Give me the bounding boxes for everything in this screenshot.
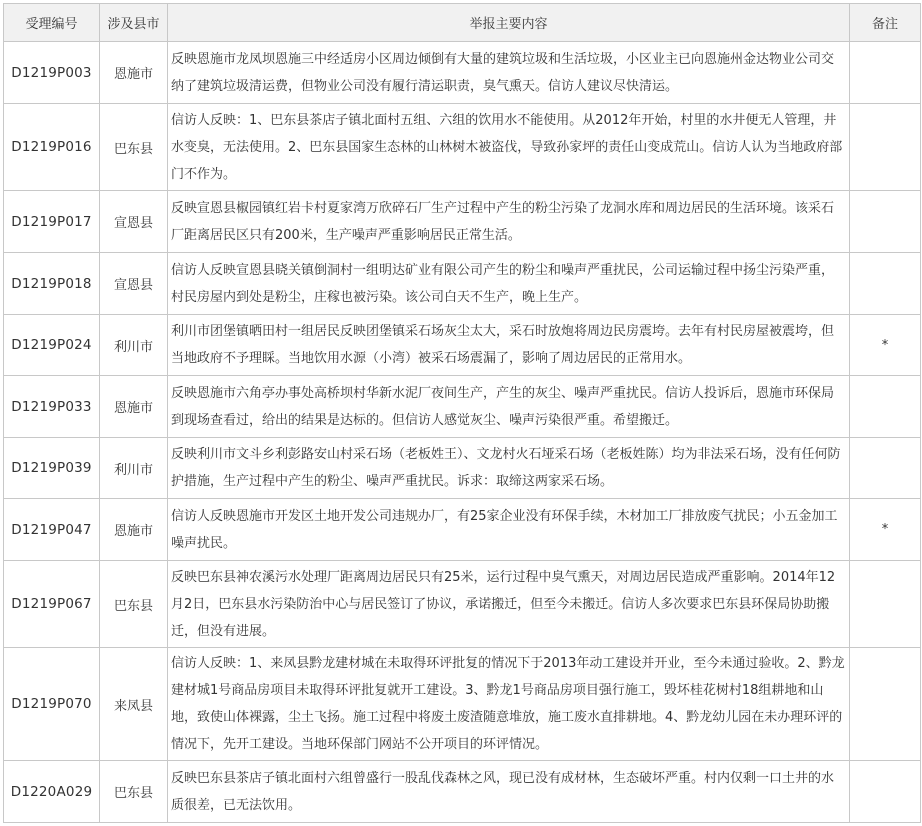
cell-content: 反映巴东县茶店子镇北面村六组曾盛行一股乱伐森林之风，现已没有成材林，生态破坏严重。村内仅剩一口土井的水质很差，已无法饮用。 bbox=[168, 761, 850, 823]
header-note: 备注 bbox=[850, 4, 921, 42]
cell-content: 信访人反映恩施市开发区土地开发公司违规办厂，有25家企业没有环保手续，木材加工厂排放废气扰民；小五金加工噪声扰民。 bbox=[168, 499, 850, 561]
table-row bbox=[4, 315, 921, 376]
cell-content: 信访人反映：1、来凤县黔龙建材城在未取得环评批复的情况下于2013年动工建设并开业，至今未通过验收。2、黔龙建材城1号商品房项目未取得环评批复就开工建设。3、黔龙1号商品房项目强行施工，毁坏桂花树村18组耕地和山地，致使山体裸露，尘土飞扬。施工过程中将废土废渣随意堆放，施工废水直排耕地。4、黔龙幼儿园在未办理环评的情况下，先开工建设。当地环保部门网站不公开项目的环评情况。 bbox=[168, 648, 850, 761]
cell-note: * bbox=[850, 499, 921, 561]
table-row bbox=[4, 42, 921, 104]
table-row bbox=[4, 104, 921, 191]
table-row bbox=[4, 761, 921, 823]
cell-id: D1219P067 bbox=[4, 561, 100, 648]
cell-note bbox=[850, 648, 921, 761]
cell-county: 恩施市 bbox=[100, 42, 168, 104]
table-row bbox=[4, 648, 921, 761]
cell-content: 利川市团堡镇晒田村一组居民反映团堡镇采石场灰尘太大，采石时放炮将周边民房震垮。去年有村民房屋被震垮，但当地政府不予理睬。当地饮用水源（小湾）被采石场震漏了，影响了周边居民的正常用水。 bbox=[168, 315, 850, 376]
table-header bbox=[4, 4, 921, 42]
cell-county: 巴东县 bbox=[100, 104, 168, 191]
header-content: 举报主要内容 bbox=[168, 4, 850, 42]
cell-id: D1219P047 bbox=[4, 499, 100, 561]
header-id: 受理编号 bbox=[4, 4, 100, 42]
table-row bbox=[4, 253, 921, 315]
cell-content: 反映宣恩县椒园镇红岩卡村夏家湾万欣碎石厂生产过程中产生的粉尘污染了龙洞水库和周边居民的生活环境。该采石厂距离居民区只有200米，生产噪声严重影响居民正常生活。 bbox=[168, 191, 850, 253]
cell-county: 巴东县 bbox=[100, 761, 168, 823]
cell-note: * bbox=[850, 315, 921, 376]
header-county: 涉及县市 bbox=[100, 4, 168, 42]
complaints-table bbox=[3, 3, 921, 823]
table-row bbox=[4, 376, 921, 438]
cell-content: 反映恩施市龙凤坝恩施三中经适房小区周边倾倒有大量的建筑垃圾和生活垃圾，小区业主已向恩施州金达物业公司交纳了建筑垃圾清运费，但物业公司没有履行清运职责，臭气熏天。信访人建议尽快清运。 bbox=[168, 42, 850, 104]
cell-content: 反映巴东县神农溪污水处理厂距离周边居民只有25米，运行过程中臭气熏天，对周边居民造成严重影响。2014年12月2日，巴东县水污染防治中心与居民签订了协议，承诺搬迁，但至今未搬迁。信访人多次要求巴东县环保局协助搬迁，但没有进展。 bbox=[168, 561, 850, 648]
table-row bbox=[4, 191, 921, 253]
cell-id: D1219P018 bbox=[4, 253, 100, 315]
cell-county: 利川市 bbox=[100, 438, 168, 499]
cell-id: D1219P016 bbox=[4, 104, 100, 191]
cell-county: 来凤县 bbox=[100, 648, 168, 761]
cell-county: 宣恩县 bbox=[100, 191, 168, 253]
cell-content: 信访人反映：1、巴东县茶店子镇北面村五组、六组的饮用水不能使用。从2012年开始，村里的水井便无人管理，井水变臭，无法使用。2、巴东县国家生态林的山林树木被盗伐，导致孙家坪的责任山变成荒山。信访人认为当地政府部门不作为。 bbox=[168, 104, 850, 191]
table-row bbox=[4, 499, 921, 561]
cell-county: 巴东县 bbox=[100, 561, 168, 648]
cell-id: D1220A029 bbox=[4, 761, 100, 823]
header-row bbox=[4, 4, 921, 42]
cell-id: D1219P017 bbox=[4, 191, 100, 253]
cell-note bbox=[850, 438, 921, 499]
cell-content: 信访人反映宣恩县晓关镇倒洞村一组明达矿业有限公司产生的粉尘和噪声严重扰民，公司运输过程中扬尘污染严重，村民房屋内到处是粉尘，庄稼也被污染。该公司白天不生产，晚上生产。 bbox=[168, 253, 850, 315]
cell-id: D1219P003 bbox=[4, 42, 100, 104]
cell-id: D1219P070 bbox=[4, 648, 100, 761]
cell-id: D1219P039 bbox=[4, 438, 100, 499]
cell-content: 反映利川市文斗乡利彭路安山村采石场（老板姓王）、文龙村火石垭采石场（老板姓陈）均为非法采石场，没有任何防护措施，生产过程中产生的粉尘、噪声严重扰民。诉求：取缔这两家采石场。 bbox=[168, 438, 850, 499]
cell-county: 恩施市 bbox=[100, 499, 168, 561]
cell-county: 利川市 bbox=[100, 315, 168, 376]
cell-id: D1219P033 bbox=[4, 376, 100, 438]
cell-county: 恩施市 bbox=[100, 376, 168, 438]
table-row bbox=[4, 438, 921, 499]
cell-note bbox=[850, 104, 921, 191]
cell-content: 反映恩施市六角亭办事处高桥坝村华新水泥厂夜间生产，产生的灰尘、噪声严重扰民。信访人投诉后，恩施市环保局到现场查看过，给出的结果是达标的。但信访人感觉灰尘、噪声污染很严重。希望搬迁。 bbox=[168, 376, 850, 438]
cell-note bbox=[850, 761, 921, 823]
table-body bbox=[4, 42, 921, 823]
cell-note bbox=[850, 253, 921, 315]
cell-note bbox=[850, 561, 921, 648]
table-row bbox=[4, 561, 921, 648]
cell-note bbox=[850, 191, 921, 253]
cell-note bbox=[850, 42, 921, 104]
cell-county: 宣恩县 bbox=[100, 253, 168, 315]
cell-id: D1219P024 bbox=[4, 315, 100, 376]
cell-note bbox=[850, 376, 921, 438]
